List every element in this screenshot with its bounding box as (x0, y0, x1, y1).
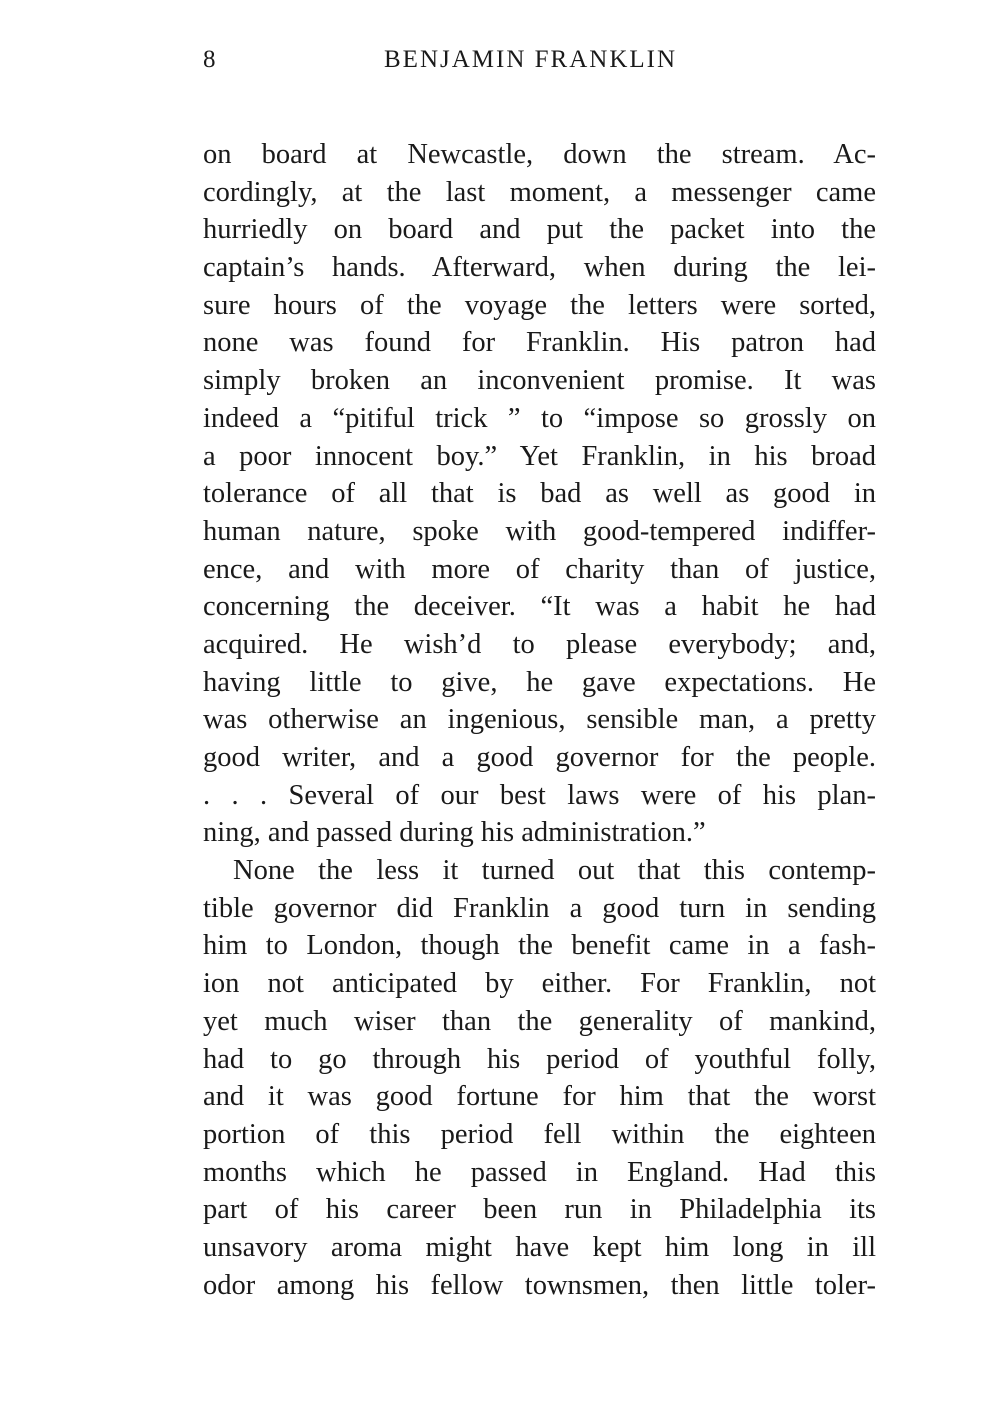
page-number: 8 (203, 46, 217, 73)
text-line: ion not anticipated by either. For Franklin, not (203, 968, 876, 1000)
text-line: yet much wiser than the generality of mankind, (203, 1005, 876, 1037)
running-title: BENJAMIN FRANKLIN (384, 46, 678, 73)
book-page (203, 44, 876, 1304)
text-line: ence, and with more of charity than of justice, (203, 553, 876, 585)
text-line: concerning the deceiver. “It was a habit he had (203, 591, 876, 623)
text-line: part of his career been run in Philadelphia its (203, 1194, 876, 1226)
running-head (203, 44, 876, 80)
text-line: simply broken an inconvenient promise. It was (203, 365, 876, 397)
text-line: having little to give, he gave expectations. He (203, 666, 876, 698)
body-text (203, 136, 876, 1304)
text-line: acquired. He wish’d to please everybody; and, (203, 628, 876, 660)
text-line: and it was good fortune for him that the worst (203, 1081, 876, 1113)
text-line: ning, and passed during his administration.” (203, 817, 706, 849)
text-line: months which he passed in England. Had this (203, 1156, 876, 1188)
text-line: human nature, spoke with good-tempered indiffer- (203, 515, 876, 547)
text-line: unsavory aroma might have kept him long in ill (203, 1231, 876, 1263)
text-line: good writer, and a good governor for the people. (203, 742, 876, 773)
paragraph-2 (203, 852, 876, 1304)
text-line: on board at Newcastle, down the stream. Ac- (203, 139, 876, 170)
text-line: him to London, though the benefit came in a fash- (203, 930, 876, 962)
text-line: tible governor did Franklin a good turn in sending (203, 892, 876, 924)
text-line: had to go through his period of youthful folly, (203, 1043, 876, 1075)
text-line: was otherwise an ingenious, sensible man, a pretty (203, 704, 876, 736)
text-line: None the less it turned out that this contemp- (233, 855, 876, 887)
text-line: cordingly, at the last moment, a messenger came (203, 176, 876, 208)
paragraph-1 (203, 136, 876, 852)
text-line: indeed a “pitiful trick ” to “impose so grossly on (203, 402, 876, 434)
text-line: . . . Several of our best laws were of his plan- (203, 779, 876, 811)
text-line: sure hours of the voyage the letters were sorted, (203, 289, 876, 321)
text-line: portion of this period fell within the eighteen (203, 1118, 876, 1150)
text-line: hurriedly on board and put the packet into the (203, 214, 876, 246)
text-line: odor among his fellow townsmen, then little toler- (203, 1269, 876, 1301)
text-line: a poor innocent boy.” Yet Franklin, in his broad (203, 440, 876, 472)
text-line: tolerance of all that is bad as well as good in (203, 478, 876, 510)
text-line: captain’s hands. Afterward, when during the lei- (203, 252, 876, 284)
text-line: none was found for Franklin. His patron had (203, 327, 876, 359)
